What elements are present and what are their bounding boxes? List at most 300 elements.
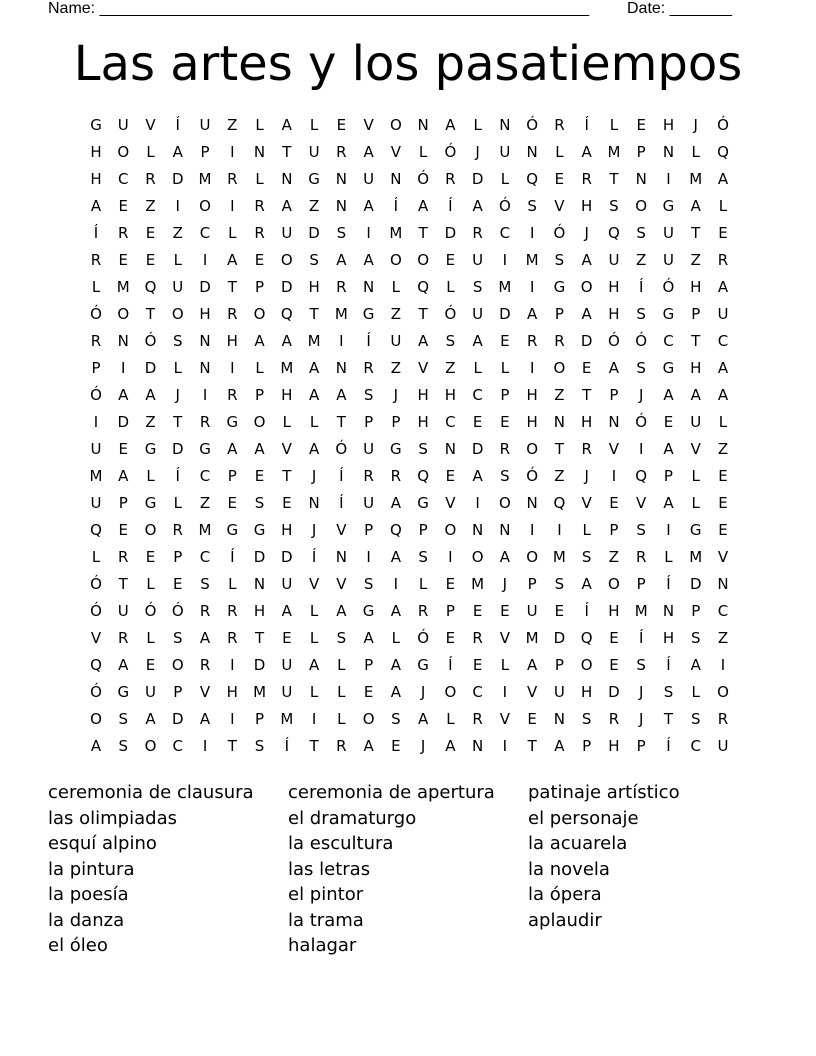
- grid-letter: U: [662, 224, 674, 242]
- grid-letter: Q: [526, 170, 539, 188]
- grid-letter: V: [363, 116, 374, 134]
- grid-letter: O: [553, 359, 566, 377]
- grid-letter: N: [308, 494, 320, 512]
- grid-letter: S: [500, 467, 510, 485]
- grid-letter: Z: [172, 224, 183, 242]
- word-list-column-2: [288, 780, 495, 959]
- word-list-column-3: [528, 780, 680, 933]
- grid-letter: M: [116, 278, 130, 296]
- grid-letter: L: [91, 278, 101, 296]
- grid-letter: J: [175, 386, 180, 404]
- grid-letter: P: [418, 521, 428, 539]
- grid-letter: R: [118, 629, 129, 647]
- grid-letter: P: [554, 305, 564, 323]
- grid-letter: G: [144, 440, 157, 458]
- grid-letter: C: [445, 413, 456, 431]
- grid-letter: P: [118, 494, 128, 512]
- word-item: las letras: [288, 858, 371, 880]
- grid-letter: V: [336, 521, 347, 539]
- grid-letter: A: [472, 197, 483, 215]
- grid-letter: S: [254, 737, 265, 755]
- grid-letter: E: [718, 494, 728, 512]
- grid-letter: S: [363, 386, 374, 404]
- grid-letter: D: [444, 224, 457, 242]
- grid-letter: S: [336, 224, 347, 242]
- grid-letter: R: [199, 413, 211, 431]
- grid-letter: U: [390, 332, 402, 350]
- grid-letter: S: [636, 521, 646, 539]
- grid-letter: N: [553, 413, 566, 431]
- grid-letter: O: [717, 683, 729, 701]
- grid-letter: P: [445, 602, 455, 620]
- word-item: el pintor: [288, 884, 364, 905]
- grid-letter: I: [529, 521, 535, 539]
- grid-letter: H: [90, 170, 102, 188]
- grid-letter: Ó: [608, 332, 620, 350]
- grid-letter: T: [145, 305, 156, 323]
- grid-letter: H: [281, 521, 293, 539]
- grid-letter: H: [526, 413, 538, 431]
- page-title: Las artes y los pasatiempos: [73, 36, 743, 92]
- grid-letter: Ó: [526, 467, 539, 485]
- grid-letter: U: [472, 305, 484, 323]
- grid-letter: R: [417, 602, 429, 620]
- grid-letter: H: [226, 683, 238, 701]
- grid-letter: E: [227, 494, 238, 512]
- grid-letter: I: [448, 548, 453, 566]
- grid-letter: I: [475, 494, 480, 512]
- grid-letter: S: [418, 440, 428, 458]
- grid-letter: S: [118, 710, 129, 728]
- grid-letter: L: [146, 575, 155, 593]
- grid-letter: O: [444, 683, 457, 701]
- grid-letter: T: [554, 440, 564, 458]
- grid-letter: U: [363, 440, 375, 458]
- grid-letter: O: [253, 413, 266, 431]
- grid-letter: O: [171, 305, 184, 323]
- grid-letter: A: [363, 143, 374, 161]
- grid-letter: N: [444, 440, 456, 458]
- grid-letter: C: [717, 332, 729, 350]
- grid-letter: E: [145, 548, 156, 566]
- grid-letter: Í: [448, 197, 453, 215]
- grid-letter: D: [608, 683, 620, 701]
- word-item: el dramaturgo: [288, 807, 417, 829]
- grid-letter: E: [663, 413, 674, 431]
- grid-letter: L: [309, 683, 319, 701]
- grid-letter: E: [445, 575, 456, 593]
- grid-letter: U: [90, 494, 102, 512]
- grid-letter: I: [666, 521, 671, 539]
- grid-letter: D: [281, 278, 293, 296]
- word-item: la ópera: [528, 884, 602, 905]
- grid-letter: A: [308, 386, 320, 404]
- grid-letter: L: [337, 710, 346, 728]
- grid-letter: S: [254, 494, 265, 512]
- grid-letter: Z: [445, 359, 456, 377]
- grid-letter: I: [230, 359, 235, 377]
- grid-letter: R: [254, 224, 265, 242]
- grid-letter: E: [254, 251, 265, 269]
- grid-letter: H: [662, 116, 675, 134]
- grid-letter: A: [90, 737, 102, 755]
- word-item: ceremonia de clausura: [48, 782, 254, 803]
- grid-letter: Z: [554, 386, 565, 404]
- grid-letter: R: [227, 170, 238, 188]
- grid-letter: D: [471, 440, 484, 458]
- grid-letter: A: [717, 359, 729, 377]
- grid-letter: L: [418, 575, 428, 593]
- grid-letter: N: [472, 521, 484, 539]
- grid-letter: M: [634, 602, 648, 620]
- grid-letter: C: [172, 737, 183, 755]
- grid-letter: O: [417, 251, 430, 269]
- grid-letter: V: [199, 683, 211, 701]
- grid-letter: Í: [448, 656, 453, 674]
- grid-letter: Q: [417, 467, 430, 485]
- grid-letter: P: [636, 737, 646, 755]
- grid-letter: P: [364, 656, 374, 674]
- grid-letter: N: [608, 413, 620, 431]
- grid-letter: Ó: [717, 116, 729, 134]
- grid-letter: R: [227, 386, 238, 404]
- grid-letter: C: [690, 737, 701, 755]
- grid-letter: J: [420, 737, 426, 755]
- grid-letter: V: [608, 440, 620, 458]
- grid-letter: S: [173, 629, 183, 647]
- grid-letter: D: [199, 278, 211, 296]
- grid-letter: Z: [690, 251, 701, 269]
- grid-letter: D: [144, 359, 157, 377]
- grid-letter: I: [611, 467, 617, 485]
- grid-letter: A: [527, 305, 538, 323]
- grid-letter: D: [499, 305, 511, 323]
- grid-letter: S: [636, 224, 646, 242]
- word-item: aplaudir: [528, 909, 602, 931]
- grid-letter: J: [584, 224, 589, 242]
- grid-letter: L: [91, 548, 101, 566]
- grid-letter: S: [173, 332, 183, 350]
- grid-letter: E: [609, 656, 619, 674]
- grid-letter: I: [202, 251, 208, 269]
- grid-letter: A: [472, 332, 483, 350]
- grid-letter: L: [446, 278, 455, 296]
- grid-letter: D: [308, 224, 320, 242]
- grid-letter: A: [336, 386, 347, 404]
- grid-letter: U: [90, 440, 102, 458]
- word-item: la novela: [528, 858, 610, 880]
- grid-letter: J: [502, 575, 508, 593]
- grid-letter: L: [228, 575, 237, 593]
- grid-letter: P: [691, 305, 701, 323]
- grid-letter: J: [638, 683, 644, 701]
- grid-letter: R: [554, 332, 565, 350]
- grid-letter: Z: [145, 413, 156, 431]
- grid-letter: R: [472, 224, 483, 242]
- grid-letter: E: [282, 629, 292, 647]
- grid-letter: Ó: [335, 440, 348, 458]
- grid-letter: Í: [175, 467, 180, 485]
- grid-letter: O: [389, 116, 402, 134]
- grid-letter: Q: [717, 143, 729, 161]
- word-item: el óleo: [48, 935, 108, 956]
- grid-letter: Ó: [417, 629, 430, 647]
- grid-letter: U: [281, 683, 293, 701]
- grid-letter: S: [663, 683, 674, 701]
- grid-letter: T: [282, 143, 292, 161]
- grid-letter: H: [281, 386, 293, 404]
- word-item: patinaje artístico: [528, 782, 680, 803]
- grid-letter: V: [636, 494, 647, 512]
- grid-letter: D: [553, 629, 566, 647]
- grid-letter: H: [581, 683, 593, 701]
- grid-letter: M: [280, 710, 294, 728]
- grid-letter: A: [390, 548, 401, 566]
- grid-letter: L: [309, 602, 319, 620]
- grid-letter: Í: [175, 116, 180, 134]
- grid-letter: V: [445, 494, 456, 512]
- grid-letter: C: [199, 224, 211, 242]
- grid-letter: E: [118, 440, 128, 458]
- grid-letter: L: [309, 116, 319, 134]
- grid-letter: L: [255, 359, 264, 377]
- grid-letter: G: [662, 305, 675, 323]
- grid-letter: R: [581, 440, 592, 458]
- grid-letter: E: [581, 359, 592, 377]
- grid-letter: C: [717, 602, 729, 620]
- grid-letter: A: [690, 197, 701, 215]
- grid-letter: M: [253, 683, 267, 701]
- grid-letter: T: [691, 332, 701, 350]
- grid-letter: P: [227, 467, 237, 485]
- grid-letter: R: [199, 656, 211, 674]
- grid-letter: A: [390, 602, 401, 620]
- grid-letter: E: [472, 656, 483, 674]
- grid-letter: Q: [144, 278, 157, 296]
- grid-letter: N: [635, 170, 647, 188]
- grid-letter: R: [227, 629, 238, 647]
- grid-letter: U: [363, 494, 375, 512]
- grid-letter: U: [145, 683, 156, 701]
- grid-letter: G: [390, 440, 402, 458]
- grid-letter: L: [146, 467, 155, 485]
- grid-letter: E: [718, 467, 728, 485]
- grid-letter: A: [227, 440, 238, 458]
- grid-letter: E: [445, 629, 456, 647]
- grid-letter: G: [417, 494, 429, 512]
- grid-letter: P: [200, 143, 210, 161]
- grid-letter: A: [363, 737, 374, 755]
- grid-letter: S: [581, 548, 592, 566]
- grid-letter: R: [90, 251, 102, 269]
- grid-letter: J: [638, 386, 644, 404]
- grid-letter: P: [173, 683, 183, 701]
- grid-letter: E: [336, 116, 347, 134]
- grid-letter: A: [608, 359, 620, 377]
- grid-letter: H: [608, 737, 620, 755]
- grid-letter: E: [118, 521, 128, 539]
- grid-letter: M: [607, 143, 621, 161]
- grid-letter: L: [282, 413, 291, 431]
- grid-letter: E: [173, 575, 183, 593]
- grid-letter: U: [662, 251, 674, 269]
- grid-letter: Í: [284, 737, 290, 755]
- grid-letter: L: [582, 521, 591, 539]
- grid-letter: E: [554, 170, 565, 188]
- grid-letter: P: [663, 467, 673, 485]
- grid-letter: C: [499, 224, 511, 242]
- grid-letter: M: [689, 170, 703, 188]
- grid-letter: E: [145, 656, 156, 674]
- grid-letter: A: [118, 656, 129, 674]
- grid-letter: T: [227, 278, 237, 296]
- grid-letter: H: [581, 413, 593, 431]
- grid-letter: Z: [145, 197, 156, 215]
- grid-letter: O: [144, 521, 157, 539]
- grid-letter: E: [500, 332, 510, 350]
- grid-letter: U: [553, 683, 565, 701]
- grid-letter: A: [308, 359, 320, 377]
- grid-letter: V: [581, 494, 592, 512]
- grid-letter: Ó: [635, 332, 648, 350]
- grid-letter: O: [608, 575, 620, 593]
- grid-letter: C: [118, 170, 129, 188]
- grid-letter: O: [253, 305, 266, 323]
- grid-letter: Z: [390, 305, 401, 323]
- grid-letter: P: [636, 575, 646, 593]
- grid-letter: P: [582, 737, 592, 755]
- grid-letter: S: [527, 197, 537, 215]
- grid-letter: O: [444, 521, 457, 539]
- grid-letter: I: [529, 224, 535, 242]
- grid-letter: R: [118, 224, 129, 242]
- grid-letter: G: [417, 656, 429, 674]
- grid-letter: L: [255, 170, 264, 188]
- grid-letter: D: [281, 548, 293, 566]
- grid-letter: G: [199, 440, 211, 458]
- grid-letter: R: [363, 467, 374, 485]
- word-item: halagar: [288, 935, 357, 956]
- grid-letter: H: [581, 197, 593, 215]
- grid-letter: P: [391, 413, 401, 431]
- grid-letter: R: [227, 602, 238, 620]
- grid-letter: U: [363, 170, 375, 188]
- grid-letter: A: [172, 143, 183, 161]
- grid-letter: A: [118, 467, 129, 485]
- grid-letter: P: [500, 386, 510, 404]
- grid-letter: I: [230, 197, 235, 215]
- grid-letter: M: [389, 224, 403, 242]
- grid-letter: H: [199, 305, 211, 323]
- grid-letter: S: [690, 710, 701, 728]
- grid-letter: D: [171, 440, 184, 458]
- grid-letter: Í: [366, 332, 371, 350]
- grid-letter: V: [308, 575, 320, 593]
- grid-letter: S: [690, 629, 701, 647]
- grid-letter: A: [390, 494, 401, 512]
- grid-letter: Ó: [417, 170, 430, 188]
- grid-letter: A: [227, 251, 238, 269]
- grid-letter: E: [636, 116, 646, 134]
- grid-letter: L: [555, 143, 564, 161]
- grid-letter: A: [281, 197, 292, 215]
- grid-letter: A: [199, 629, 211, 647]
- grid-letter: Q: [280, 305, 293, 323]
- grid-letter: N: [335, 197, 347, 215]
- grid-letter: E: [718, 224, 728, 242]
- grid-letter: Ó: [498, 197, 511, 215]
- grid-letter: Í: [230, 548, 235, 566]
- grid-letter: Z: [554, 467, 565, 485]
- grid-letter: R: [499, 440, 511, 458]
- grid-letter: O: [471, 548, 484, 566]
- name-field-label: Name: _______________________________________________________: [48, 0, 589, 17]
- grid-letter: D: [171, 710, 184, 728]
- grid-letter: L: [691, 143, 700, 161]
- grid-letter: P: [609, 521, 619, 539]
- grid-letter: A: [499, 548, 511, 566]
- grid-letter: T: [227, 737, 237, 755]
- grid-letter: A: [145, 386, 156, 404]
- grid-letter: H: [308, 278, 320, 296]
- grid-letter: U: [717, 305, 729, 323]
- grid-letter: N: [117, 332, 129, 350]
- grid-letter: L: [609, 116, 619, 134]
- grid-letter: M: [471, 575, 485, 593]
- grid-letter: M: [307, 332, 321, 350]
- grid-letter: O: [90, 710, 102, 728]
- grid-letter: I: [339, 332, 344, 350]
- grid-letter: M: [498, 278, 512, 296]
- grid-letter: H: [526, 386, 538, 404]
- grid-letter: T: [282, 467, 292, 485]
- grid-letter: E: [554, 602, 565, 620]
- grid-letter: U: [281, 224, 293, 242]
- grid-letter: A: [581, 305, 592, 323]
- grid-letter: N: [253, 143, 266, 161]
- grid-letter: I: [230, 710, 235, 728]
- grid-letter: I: [202, 386, 208, 404]
- grid-letter: M: [525, 629, 539, 647]
- grid-letter: V: [281, 440, 292, 458]
- grid-letter: L: [309, 413, 319, 431]
- date-field-label: Date: _______: [627, 0, 732, 17]
- grid-letter: V: [390, 143, 401, 161]
- grid-letter: A: [308, 656, 320, 674]
- grid-letter: P: [173, 548, 183, 566]
- grid-letter: L: [391, 629, 401, 647]
- grid-letter: U: [608, 251, 620, 269]
- grid-letter: S: [554, 251, 565, 269]
- grid-letter: V: [417, 359, 429, 377]
- grid-letter: G: [90, 116, 102, 134]
- grid-letter: H: [417, 386, 429, 404]
- grid-letter: L: [691, 467, 700, 485]
- grid-letter: V: [527, 683, 538, 701]
- grid-letter: Q: [635, 467, 648, 485]
- grid-letter: A: [690, 656, 701, 674]
- grid-letter: R: [199, 602, 211, 620]
- word-item: la pintura: [48, 858, 135, 880]
- grid-letter: N: [717, 575, 729, 593]
- grid-letter: G: [308, 170, 320, 188]
- grid-letter: R: [608, 710, 620, 728]
- grid-letter: A: [445, 737, 456, 755]
- grid-letter: A: [717, 170, 729, 188]
- grid-letter: T: [418, 224, 428, 242]
- grid-letter: P: [255, 710, 265, 728]
- grid-letter: A: [363, 197, 374, 215]
